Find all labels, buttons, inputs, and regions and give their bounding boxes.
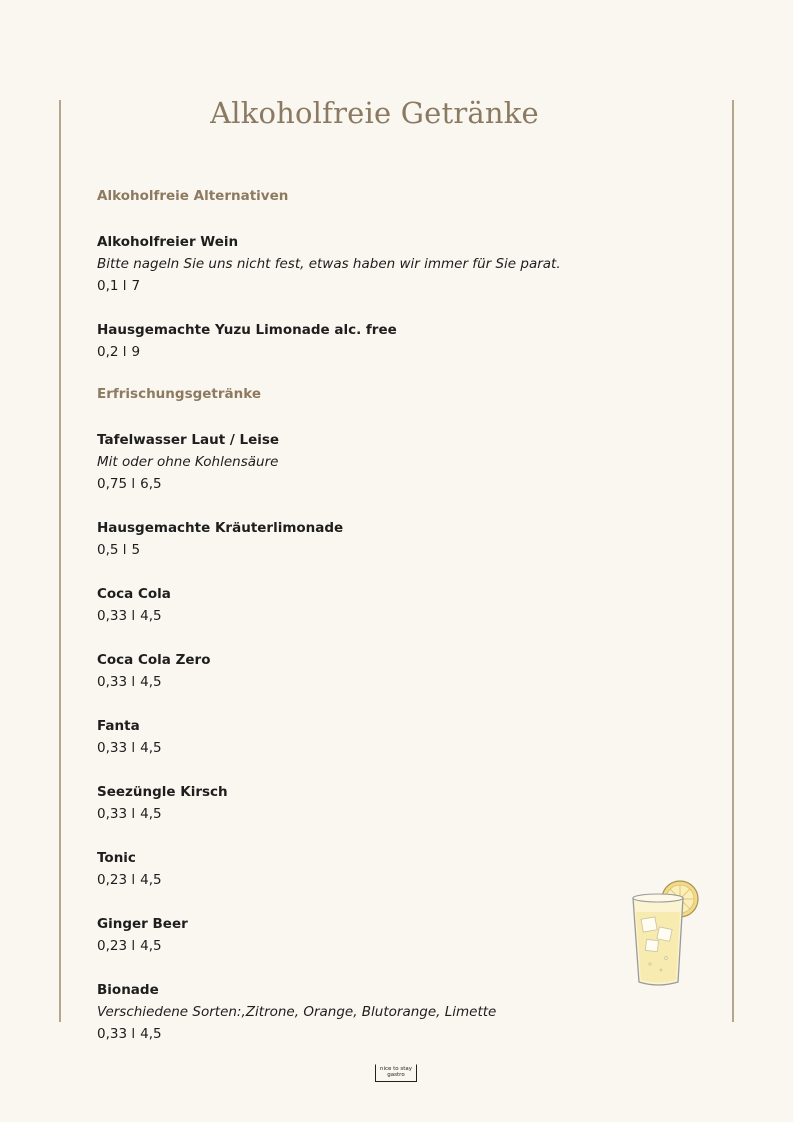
menu-item — [97, 715, 717, 759]
item-name: Alkoholfreier Wein — [97, 234, 239, 250]
section-heading-alternatives: Alkoholfreie Alternativen — [97, 188, 289, 204]
item-price: 5 — [131, 542, 141, 558]
item-name: Ginger Beer — [97, 916, 188, 932]
item-name: Fanta — [97, 718, 140, 734]
item-price: 4,5 — [140, 608, 162, 624]
item-description: Verschiedene Sorten:,Zitrone, Orange, Blutorange, Limette — [97, 1004, 497, 1020]
item-name: Tonic — [97, 850, 136, 866]
item-name: Coca Cola Zero — [97, 652, 211, 668]
menu-item — [97, 583, 717, 627]
item-description: Bitte nageln Sie uns nicht fest, etwas haben wir immer für Sie parat. — [97, 256, 561, 272]
item-price-line — [97, 341, 717, 363]
item-name: Bionade — [97, 982, 159, 998]
logo-line-1: nice to stay — [379, 1066, 413, 1072]
menu-item — [97, 913, 717, 957]
item-name: Hausgemachte Kräuterlimonade — [97, 520, 344, 536]
menu-item — [97, 979, 717, 1045]
item-price: 4,5 — [140, 1026, 162, 1042]
item-price: 4,5 — [140, 674, 162, 690]
item-price-line — [97, 473, 717, 495]
item-description: Mit oder ohne Kohlensäure — [97, 454, 279, 470]
menu-item — [97, 319, 717, 363]
item-volume: 0,23 l — [97, 938, 136, 954]
menu-item — [97, 429, 717, 495]
item-price: 9 — [131, 344, 141, 360]
item-price-line — [97, 803, 717, 825]
right-border-line — [732, 100, 734, 1022]
page-title: Alkoholfreie Getränke — [210, 96, 539, 130]
item-volume: 0,33 l — [97, 608, 136, 624]
menu-item — [97, 517, 717, 561]
item-price-line — [97, 935, 717, 957]
item-volume: 0,33 l — [97, 674, 136, 690]
item-name: Hausgemachte Yuzu Limonade alc. free — [97, 322, 397, 338]
lemonade-glass-icon — [628, 878, 704, 990]
item-price: 4,5 — [140, 938, 162, 954]
item-price: 4,5 — [140, 740, 162, 756]
item-price-line — [97, 1023, 717, 1045]
menu-item — [97, 649, 717, 693]
item-price-line — [97, 671, 717, 693]
item-price: 6,5 — [140, 476, 162, 492]
logo-line-2: gastro — [387, 1072, 405, 1078]
item-volume: 0,75 l — [97, 476, 136, 492]
item-price-line — [97, 539, 717, 561]
item-volume: 0,33 l — [97, 1026, 136, 1042]
item-volume: 0,1 l — [97, 278, 127, 294]
item-price: 4,5 — [140, 872, 162, 888]
item-name: Seezüngle Kirsch — [97, 784, 228, 800]
item-name: Coca Cola — [97, 586, 171, 602]
left-border-line — [59, 100, 61, 1022]
item-volume: 0,33 l — [97, 806, 136, 822]
menu-item — [97, 847, 717, 891]
item-price-line — [97, 869, 717, 891]
section-heading-refreshments: Erfrischungsgetränke — [97, 386, 262, 402]
item-price: 7 — [131, 278, 141, 294]
item-name: Tafelwasser Laut / Leise — [97, 432, 280, 448]
item-price: 4,5 — [140, 806, 162, 822]
item-price-line — [97, 737, 717, 759]
brand-logo — [375, 1064, 417, 1082]
item-volume: 0,33 l — [97, 740, 136, 756]
item-volume: 0,23 l — [97, 872, 136, 888]
item-price-line — [97, 605, 717, 627]
menu-item — [97, 781, 717, 825]
item-volume: 0,5 l — [97, 542, 127, 558]
item-price-line — [97, 275, 717, 297]
menu-item — [97, 231, 717, 297]
item-volume: 0,2 l — [97, 344, 127, 360]
